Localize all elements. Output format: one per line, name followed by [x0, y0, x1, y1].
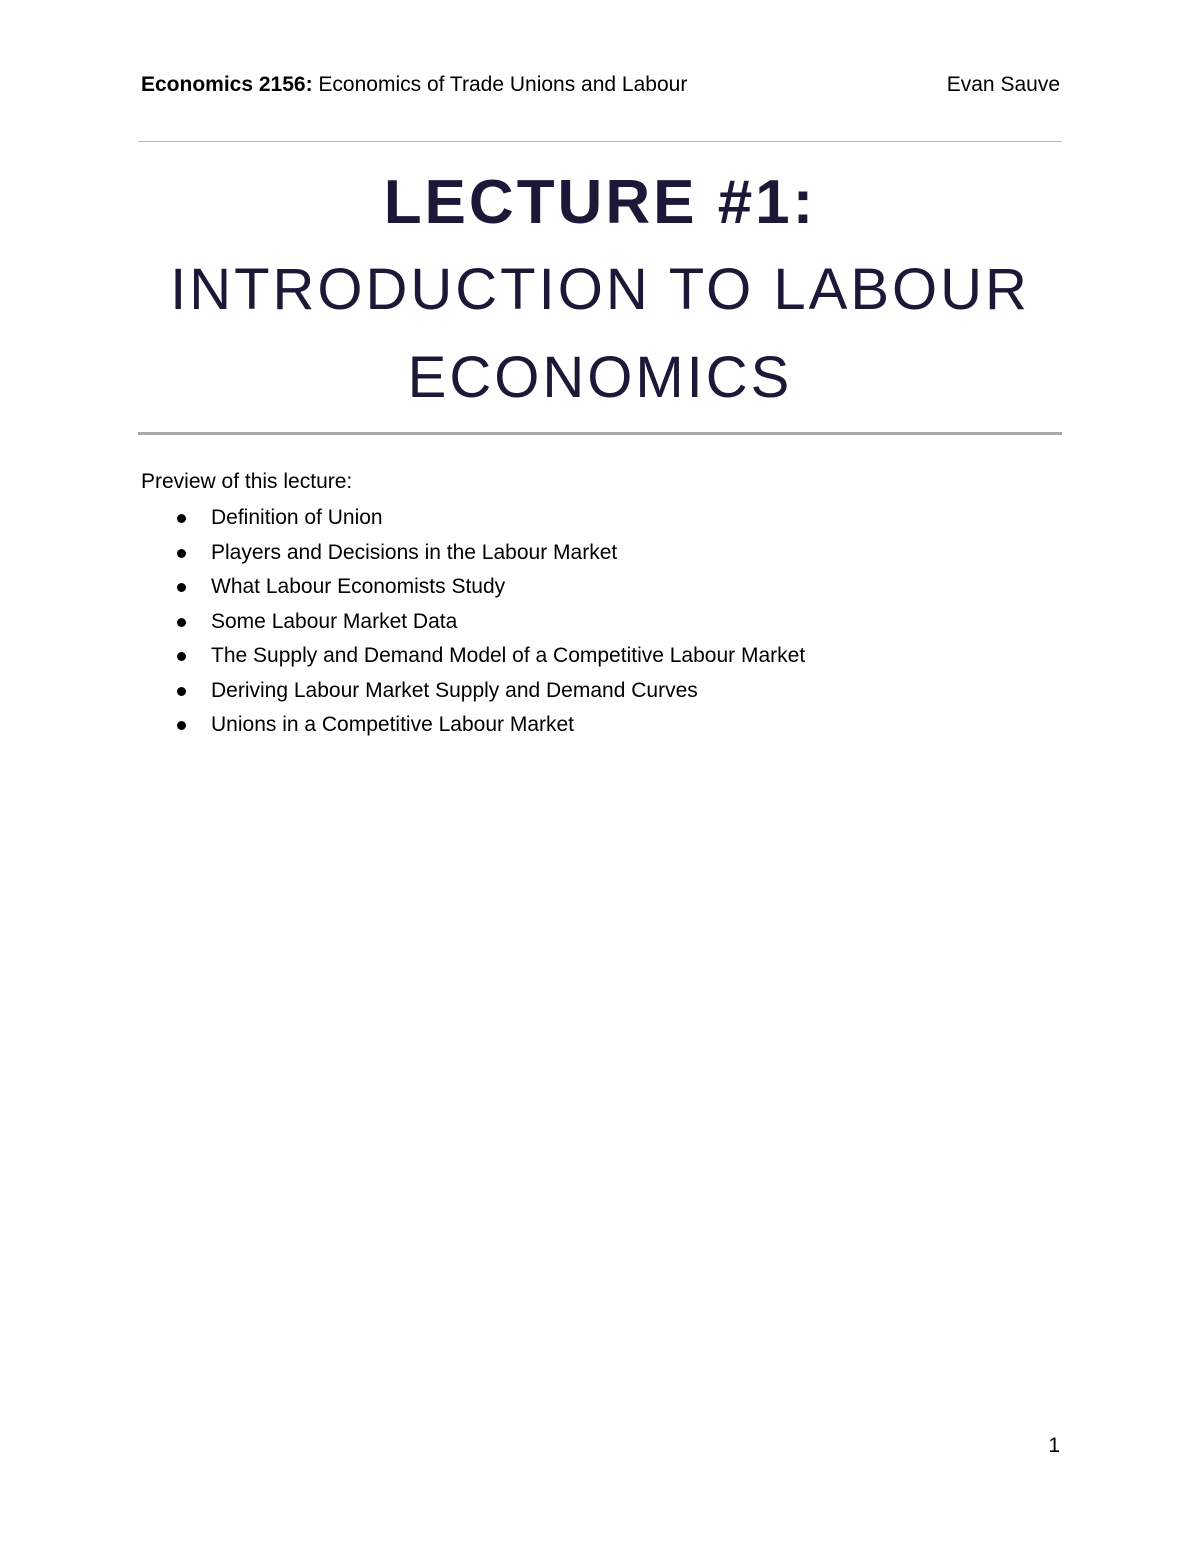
- list-item: [141, 605, 1041, 640]
- bullet-icon: [177, 618, 186, 627]
- course-name: Economics of Trade Unions and Labour: [312, 73, 688, 96]
- page-number: 1: [1048, 1434, 1060, 1457]
- list-item: [141, 536, 1041, 571]
- running-header: [141, 70, 1060, 100]
- topic-label: Players and Decisions in the Labour Market: [211, 540, 618, 564]
- topic-label: Unions in a Competitive Labour Market: [211, 713, 575, 736]
- lecture-number: LECTURE #1:: [383, 168, 817, 237]
- lecture-title-line-2: ECONOMICS: [407, 345, 793, 410]
- preview-heading: Preview of this lecture:: [141, 470, 353, 493]
- topic-label: Deriving Labour Market Supply and Demand Curves: [211, 678, 698, 702]
- topic-list: [141, 501, 1041, 743]
- course-label: [141, 70, 687, 100]
- list-item: [141, 708, 1041, 743]
- topic-label: Definition of Union: [211, 506, 383, 529]
- lecture-title-block: [138, 160, 1062, 422]
- list-item: [141, 570, 1041, 605]
- bullet-icon: [177, 514, 186, 523]
- topic-label: The Supply and Demand Model of a Competitive Labour Market: [211, 644, 806, 667]
- course-code: Economics 2156:: [141, 73, 313, 96]
- topic-label: Some Labour Market Data: [211, 609, 458, 633]
- lecture-title-line-1: INTRODUCTION TO LABOUR: [170, 257, 1030, 322]
- header-divider: [138, 141, 1062, 142]
- bullet-icon: [177, 583, 186, 592]
- author-name: Evan Sauve: [946, 73, 1060, 96]
- list-item: [141, 501, 1041, 536]
- bullet-icon: [177, 652, 186, 661]
- bullet-icon: [177, 721, 186, 730]
- topic-label: What Labour Economists Study: [211, 575, 506, 598]
- title-divider: [138, 432, 1062, 435]
- list-item: [141, 674, 1041, 709]
- bullet-icon: [177, 687, 186, 696]
- bullet-icon: [177, 549, 186, 558]
- lecture-preview: [141, 466, 1041, 743]
- list-item: [141, 639, 1041, 674]
